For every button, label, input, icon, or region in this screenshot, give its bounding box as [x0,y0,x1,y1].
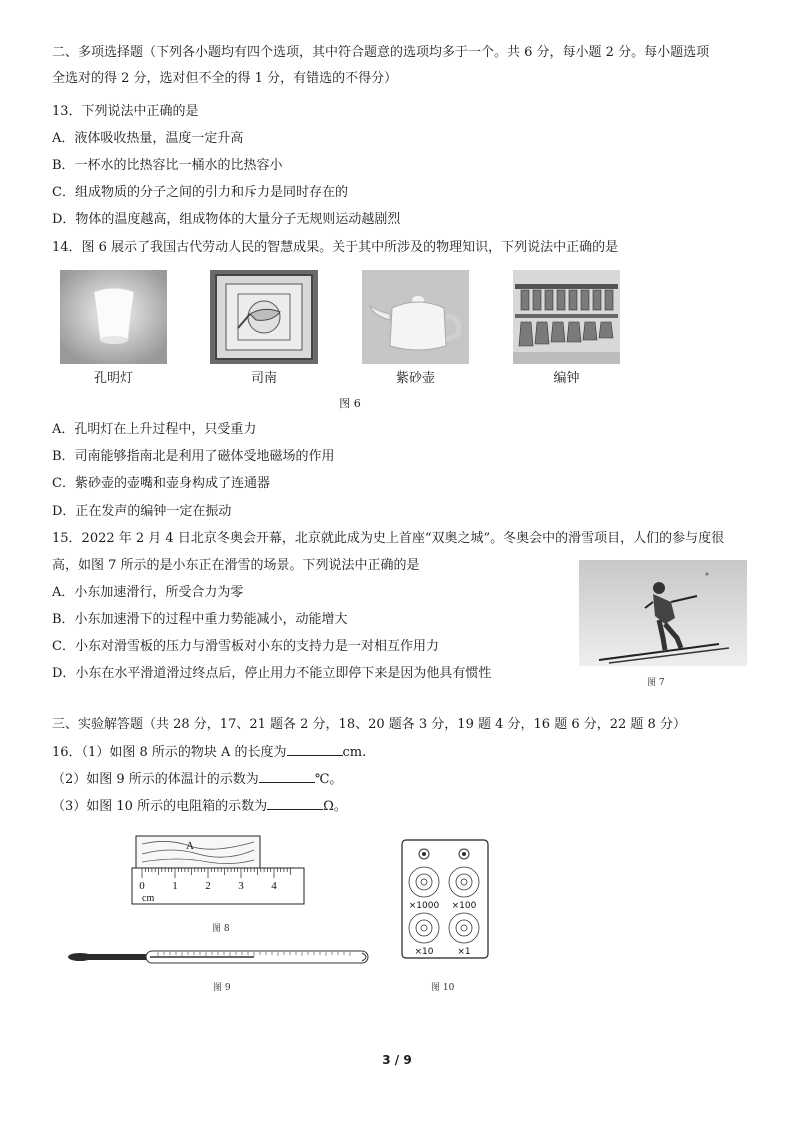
ruler-tick-0: 0 [139,880,145,892]
caption-kongming-lantern: 孔明灯 [93,371,133,386]
figure-10-caption: 图 10 [431,983,455,993]
q16-part3-blank[interactable] [267,797,323,810]
dial-label-1: ×1 [457,947,471,957]
zisha-teapot-image [362,270,469,364]
block-a-label: A [186,840,194,852]
q15-stem-line2: 高，如图 7 所示的是小东正在滑雪的场景。下列说法中正确的是 [52,558,420,573]
figure-9-caption: 图 9 [213,983,231,993]
q13-option-c: C．组成物质的分子之间的引力和斥力是同时存在的 [52,185,348,200]
caption-zisha-teapot: 紫砂壶 [395,371,435,386]
q16-part3-unit: Ω。 [323,799,347,814]
ruler-figure [128,832,308,908]
q16-part3-text: （3）如图 10 所示的电阻箱的示数为 [52,799,268,814]
figure-8-caption: 图 8 [212,924,230,934]
ruler-tick-4: 4 [271,880,277,892]
skier-image [579,560,747,666]
q16-part1-text: 16．（1）如图 8 所示的物块 A 的长度为 [52,745,287,760]
caption-sinan: 司南 [250,371,277,386]
q16-part2-unit: ℃。 [314,772,343,787]
q14-option-a: A．孔明灯在上升过程中，只受重力 [52,422,257,437]
dial-label-1000: ×1000 [408,901,440,911]
q16-part1-unit: cm. [342,745,367,760]
q14-option-d: D．正在发声的编钟一定在振动 [52,504,232,519]
q16-part2-blank[interactable] [259,770,315,783]
dial-label-100: ×100 [451,901,477,911]
section2-header-line1: 二、多项选择题（下列各小题均有四个选项，其中符合题意的选项均多于一个。共 6 分，每小题 2 分。每小题选项 [52,45,710,60]
q16-part1-blank[interactable] [287,743,343,756]
q13-option-b: B．一杯水的比热容比一桶水的比热容小 [52,158,283,173]
ruler-tick-3: 3 [238,880,244,892]
resistance-box-figure [400,838,490,960]
ruler-unit: cm [142,893,155,904]
figure-7-caption: 图 7 [647,678,665,688]
page-number: 3 / 9 [382,1053,412,1067]
thermometer-figure [66,945,378,967]
q15-stem-line1: 15．2022 年 2 月 4 日北京冬奥会开幕，北京就此成为史上首座“双奥之城”。冬奥会中的滑雪项目，人们的参与度很 [52,531,725,546]
q14-option-b: B．司南能够指南北是利用了磁体受地磁场的作用 [52,449,335,464]
q16-part2 [52,770,342,789]
q14-option-c: C．紫砂壶的壶嘴和壶身构成了连通器 [52,476,270,491]
section3-header: 三、实验解答题（共 28 分，17、21 题各 2 分，18、20 题各 3 分，19 题 4 分，16 题 6 分，22 题 8 分） [52,717,686,732]
kongming-lantern-image [60,270,167,364]
q13-stem: 13．下列说法中正确的是 [52,104,199,119]
section2-header-line2: 全选对的得 2 分，选对但不全的得 1 分，有错选的不得分） [52,71,398,86]
q15-option-d: D．小东在水平滑道滑过终点后，停止用力不能立即停下来是因为他具有惯性 [52,666,492,681]
ruler-tick-2: 2 [205,880,211,892]
bianzhong-bells-image [513,270,620,364]
sinan-compass-image [210,270,318,364]
ruler-tick-1: 1 [172,880,178,892]
caption-bianzhong: 编钟 [553,371,580,386]
q14-stem: 14．图 6 展示了我国古代劳动人民的智慧成果。关于其中所涉及的物理知识，下列说法中正确的是 [52,240,619,255]
q13-option-d: D．物体的温度越高，组成物体的大量分子无规则运动越剧烈 [52,212,401,227]
q15-option-b: B．小东加速滑下的过程中重力势能减小，动能增大 [52,612,348,627]
q13-option-a: A．液体吸收热量，温度一定升高 [52,131,244,146]
q16-part2-text: （2）如图 9 所示的体温计的示数为 [52,772,259,787]
q15-option-a: A．小东加速滑行，所受合力为零 [52,585,244,600]
q16-part1 [52,743,366,762]
dial-label-10: ×10 [414,947,434,957]
q16-part3 [52,797,347,816]
q15-option-c: C．小东对滑雪板的压力与滑雪板对小东的支持力是一对相互作用力 [52,639,439,654]
figure-6-caption: 图 6 [339,397,361,410]
